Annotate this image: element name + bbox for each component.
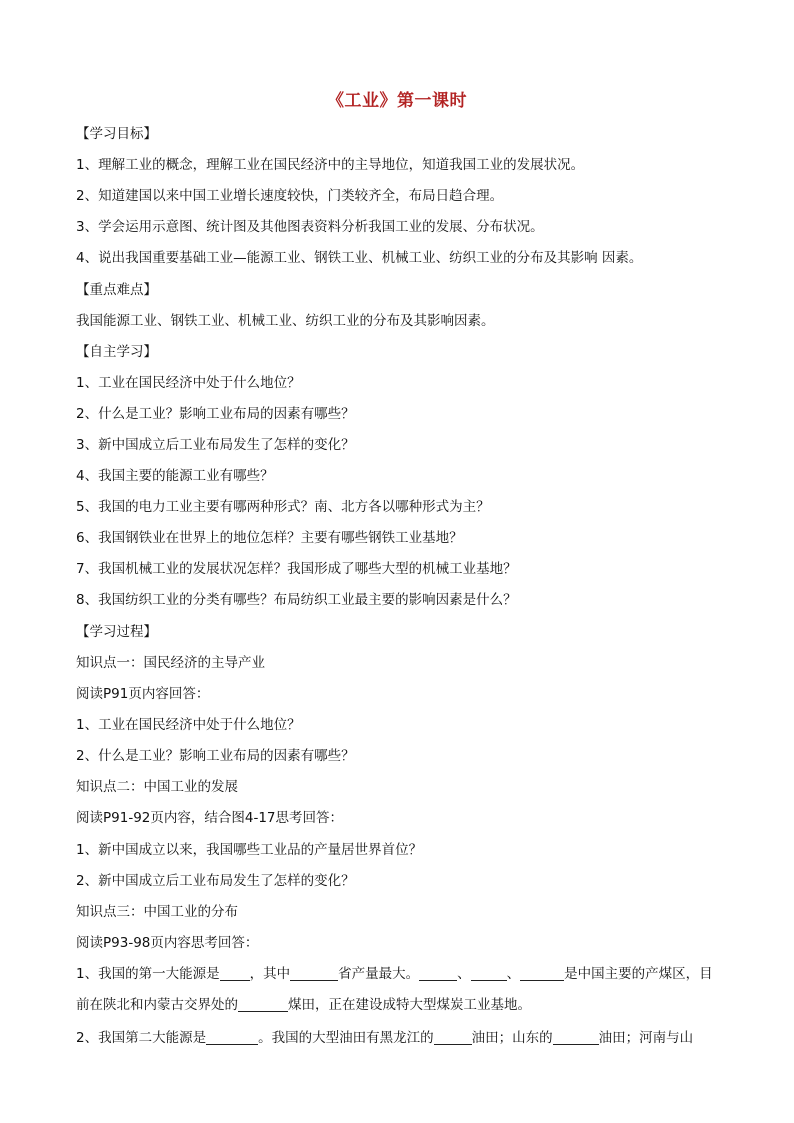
fill-blank-question-1-cont xyxy=(76,995,734,1015)
fill-text: 前在陕北和内蒙古交界处的 xyxy=(76,997,238,1013)
key-points-header: 【重点难点】 xyxy=(76,282,157,298)
goal-item: 1、理解工业的概念，理解工业在国民经济中的主导地位，知道我国工业的发展状况。 xyxy=(76,157,585,173)
fill-text: 、 xyxy=(457,966,471,982)
self-question: 8、我国纺织工业的分类有哪些？布局纺织工业最主要的影响因素是什么？ xyxy=(76,592,517,608)
fill-text: ，其中 xyxy=(249,966,291,982)
blank-field[interactable] xyxy=(206,1030,258,1045)
fill-text: 1、我国的第一大能源是 xyxy=(76,966,220,982)
fill-text: 煤田，正在建设成特大型煤炭工业基地。 xyxy=(288,997,531,1013)
process-question: 1、新中国成立以来，我国哪些工业品的产量居世界首位？ xyxy=(76,842,423,858)
self-study-header: 【自主学习】 xyxy=(76,344,157,360)
blank-field[interactable] xyxy=(290,966,338,981)
self-question: 1、工业在国民经济中处于什么地位？ xyxy=(76,375,301,391)
knowledge-point-1: 知识点一：国民经济的主导产业 xyxy=(76,655,265,671)
self-question: 5、我国的电力工业主要有哪两种形式？南、北方各以哪种形式为主？ xyxy=(76,499,490,515)
fill-text: 油田；山东的 xyxy=(471,1030,553,1046)
blank-field[interactable] xyxy=(520,966,564,981)
page-title: 《工业》第一课时 xyxy=(327,91,467,111)
blank-field[interactable] xyxy=(419,966,457,981)
reading-instruction: 阅读P91-92页内容，结合图4-17思考回答： xyxy=(76,810,344,826)
process-question: 1、工业在国民经济中处于什么地位？ xyxy=(76,717,301,733)
fill-blank-question-1 xyxy=(76,964,734,984)
goals-header: 【学习目标】 xyxy=(76,126,157,142)
fill-text: 、 xyxy=(506,966,521,982)
process-question: 2、新中国成立后工业布局发生了怎样的变化？ xyxy=(76,873,355,889)
goal-item: 3、学会运用示意图、统计图及其他图表资料分析我国工业的发展、分布状况。 xyxy=(76,219,544,235)
fill-text: 2、我国第二大能源是 xyxy=(76,1030,207,1046)
knowledge-point-3: 知识点三：中国工业的分布 xyxy=(76,904,238,920)
process-question: 2、什么是工业？影响工业布局的因素有哪些？ xyxy=(76,748,355,764)
reading-instruction: 阅读P93-98页内容思考回答： xyxy=(76,935,259,951)
blank-field[interactable] xyxy=(238,997,288,1012)
reading-instruction: 阅读P91页内容回答： xyxy=(76,686,210,702)
process-header: 【学习过程】 xyxy=(76,624,157,640)
self-question: 2、什么是工业？影响工业布局的因素有哪些？ xyxy=(76,406,355,422)
goal-item: 2、知道建国以来中国工业增长速度较快，门类较齐全，布局日趋合理。 xyxy=(76,188,504,204)
key-points-text: 我国能源工业、钢铁工业、机械工业、纺织工业的分布及其影响因素。 xyxy=(76,313,495,329)
self-question: 4、我国主要的能源工业有哪些？ xyxy=(76,468,274,484)
fill-blank-question-2 xyxy=(76,1028,734,1048)
fill-text: 油田；河南与山 xyxy=(598,1030,694,1046)
knowledge-point-2: 知识点二：中国工业的发展 xyxy=(76,779,238,795)
blank-field[interactable] xyxy=(220,966,250,981)
blank-field[interactable] xyxy=(471,966,507,981)
blank-field[interactable] xyxy=(553,1030,599,1045)
blank-field[interactable] xyxy=(434,1030,472,1045)
fill-text: 。我国的大型油田有黑龙江的 xyxy=(258,1030,434,1046)
goal-item: 4、说出我国重要基础工业—能源工业、钢铁工业、机械工业、纺织工业的分布及其影响 因素。 xyxy=(76,250,643,266)
self-question: 7、我国机械工业的发展状况怎样？我国形成了哪些大型的机械工业基地？ xyxy=(76,561,517,577)
fill-text: 是中国主要的产煤区，目 xyxy=(564,966,713,982)
fill-text: 省产量最大。 xyxy=(338,966,420,982)
self-question: 3、新中国成立后工业布局发生了怎样的变化？ xyxy=(76,437,355,453)
self-question: 6、我国钢铁业在世界上的地位怎样？主要有哪些钢铁工业基地？ xyxy=(76,530,463,546)
